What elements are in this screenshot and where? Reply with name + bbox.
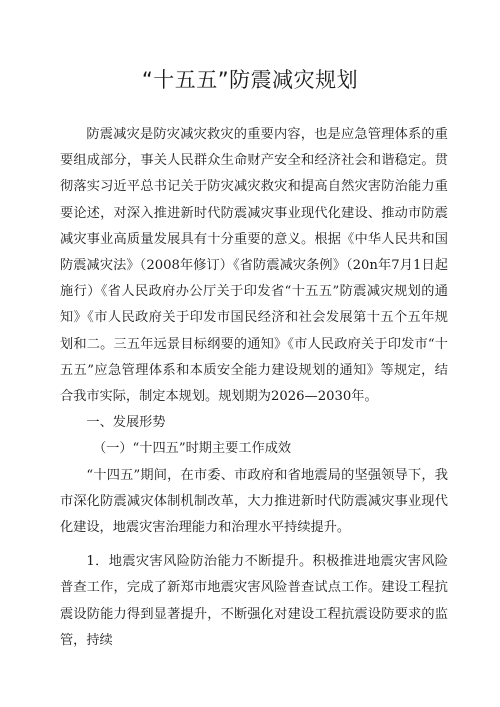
section-heading-development-situation: 一、发展形势 <box>86 415 166 431</box>
achievements-paragraph: “十四五”期间，在市委、市政府和省地震局的坚强领导下，我市深化防震减灾体制机制改革，大力推进新时代防震减灾事业现代化建设，地震灾害治理能力和治理水平持续提升。 <box>60 467 448 536</box>
intro-paragraph: 防震减灾是防灾减灾救灾的重要内容，也是应急管理体系的重要组成部分，事关人民群众生命财产安全和经济社会和谐稳定。贯彻落实习近平总书记关于防灾减灾救灾和提高自然灾害防治能力重要论述，对深入推进新时代防震减灾事业现代化建设、推动市防震减灾事业高质量发展具有十分重要的意义。根据《中华人民共和国防震减灾法》（2008年修订）《省防震减灾条例》（20n年7月1日起施行）《省人民政府办公厅关于印发省“十五五”防震减灾规划的通知》《市人民政府关于印发市国民经济和社会发展第十五个五年规划和二。三五年远景目标纲要的通知》《市人民政府关于印发市“十五五”应急管理体系和本质安全能力建设规划的通知》等规定，结合我市实际，制定本规划。规划期为2026—2030年。 <box>60 127 448 405</box>
document-title: “十五五”防震减灾规划 <box>141 68 359 92</box>
document-body <box>60 122 448 654</box>
list-item-1: 1．地震灾害风险防治能力不断提升。积极推进地震灾害风险普查工作，完成了新郑市地震灾害风险普查试点工作。建设工程抗震设防能力得到显著提升，不断强化对建设工程抗震设防要求的监管，持续 <box>60 554 448 648</box>
subsection-heading-achievements: （一）“十四五”时期主要工作成效 <box>93 441 292 457</box>
